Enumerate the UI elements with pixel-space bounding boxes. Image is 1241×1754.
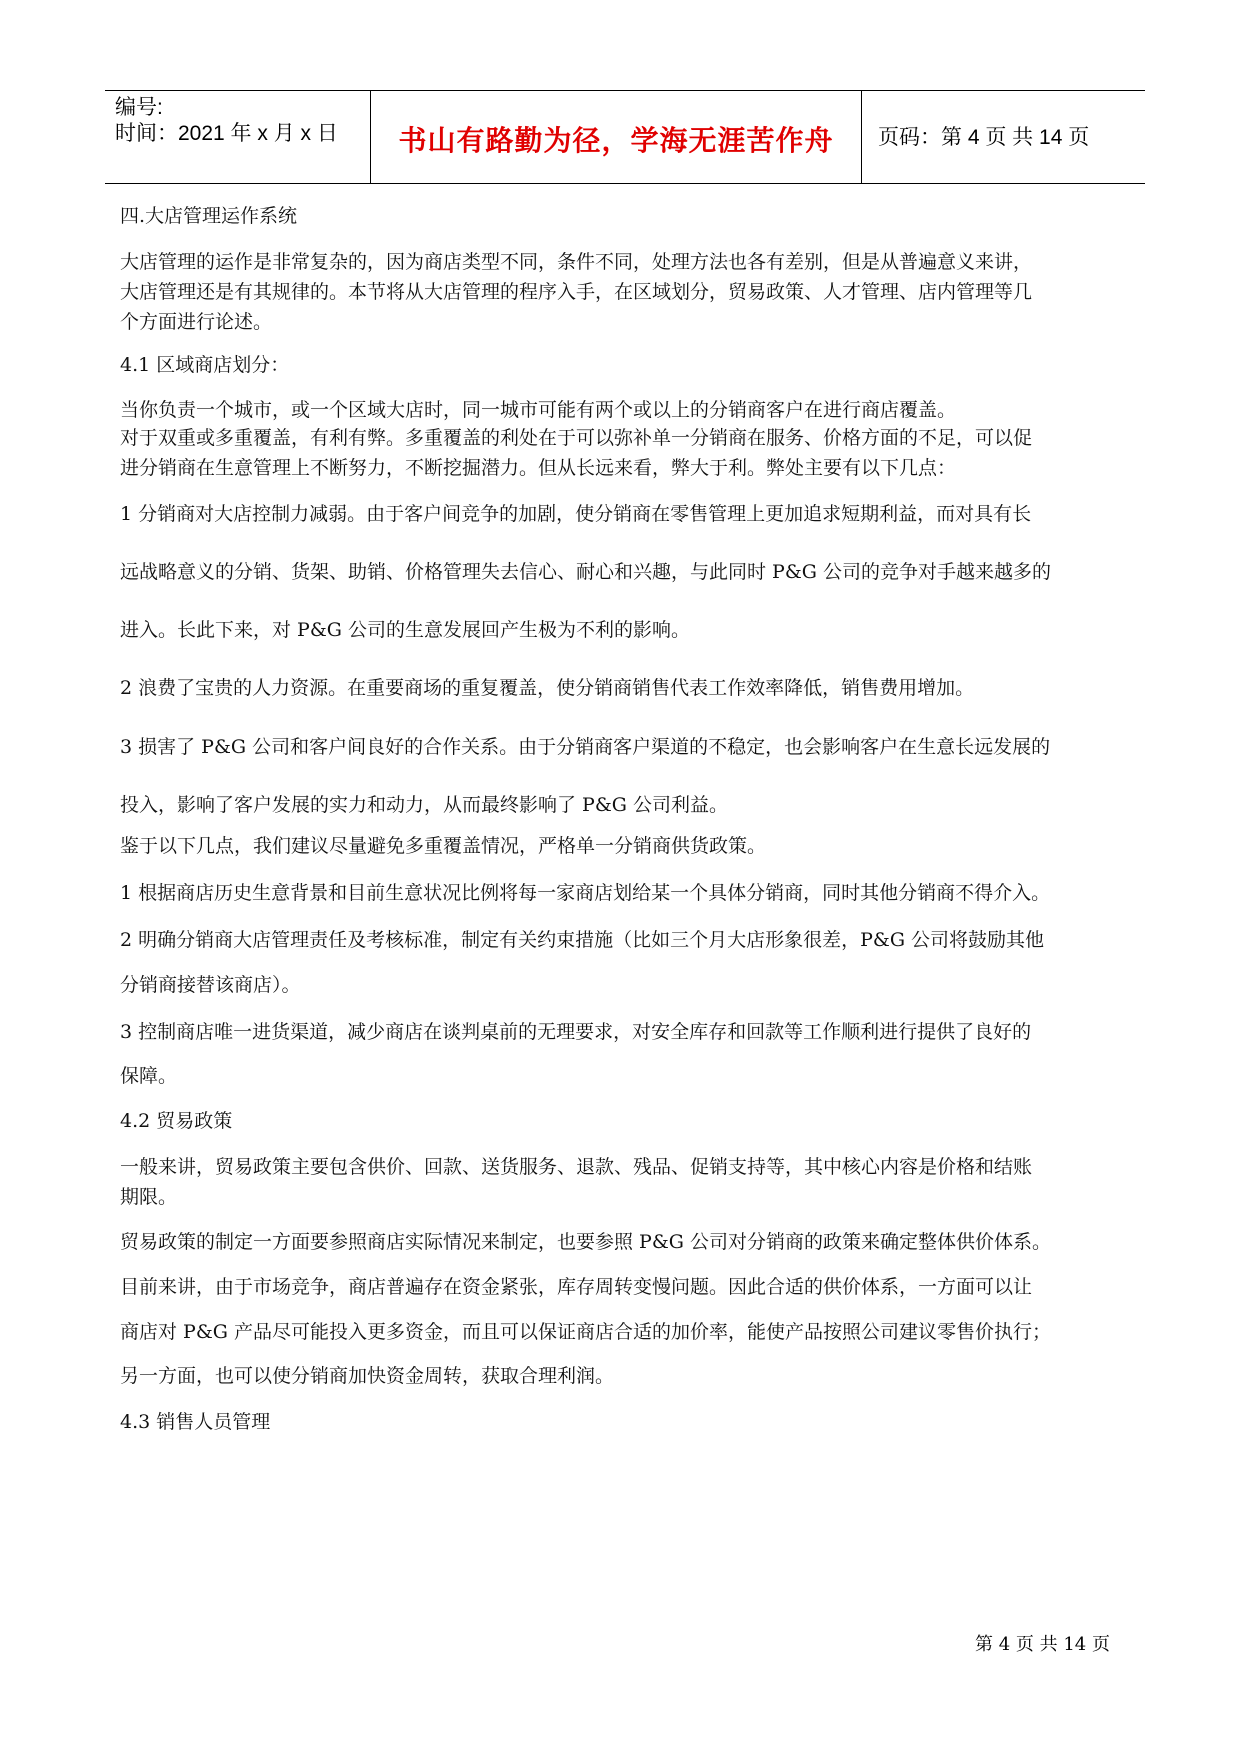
section-heading: 四.大店管理运作系统 bbox=[120, 205, 298, 227]
header-page-info: 页码：第 4 页 共 14 页 bbox=[878, 126, 1090, 149]
paragraph-line: 个方面进行论述。 bbox=[120, 311, 273, 333]
paragraph-line: 大店管理的运作是非常复杂的，因为商店类型不同，条件不同，处理方法也各有差别，但是从普遍意义来讲， bbox=[120, 251, 1033, 273]
paragraph-line: 目前来讲，由于市场竞争，商店普遍存在资金紧张，库存周转变慢问题。因此合适的供价体系，一方面可以让 bbox=[120, 1276, 1033, 1298]
paragraph-line: 另一方面，也可以使分销商加快资金周转，获取合理利润。 bbox=[120, 1365, 615, 1387]
paragraph-line: 投入，影响了客户发展的实力和动力，从而最终影响了 P&G 公司利益。 bbox=[120, 794, 728, 816]
page-header bbox=[105, 90, 1145, 184]
list-item: 1 分销商对大店控制力减弱。由于客户间竞争的加剧，使分销商在零售管理上更加追求短期利益，而对具有长 bbox=[120, 503, 1032, 525]
paragraph-line: 商店对 P&G 产品尽可能投入更多资金，而且可以保证商店合适的加价率，能使产品按照公司建议零售价执行； bbox=[120, 1321, 1051, 1343]
paragraph-line: 一般来讲，贸易政策主要包含供价、回款、送货服务、退款、残品、促销支持等，其中核心内容是价格和结账 bbox=[120, 1156, 1033, 1178]
paragraph-line: 分销商接替该商店）。 bbox=[120, 974, 301, 996]
paragraph-line: 大店管理还是有其规律的。本节将从大店管理的程序入手，在区域划分，贸易政策、人才管理、店内管理等几 bbox=[120, 281, 1033, 303]
header-left-cell bbox=[115, 91, 370, 183]
paragraph-line: 进入。长此下来，对 P&G 公司的生意发展回产生极为不利的影响。 bbox=[120, 619, 690, 641]
paragraph-line: 贸易政策的制定一方面要参照商店实际情况来制定，也要参照 P&G 公司对分销商的政策来确定整体供价体系。 bbox=[120, 1231, 1051, 1253]
paragraph-line: 进分销商在生意管理上不断努力，不断挖掘潜力。但从长远来看，弊大于利。弊处主要有以下几点： bbox=[120, 457, 957, 479]
header-motto: 书山有路勤为径，学海无涯苦作舟 bbox=[398, 124, 834, 157]
header-right-cell bbox=[862, 91, 1145, 183]
paragraph-line: 远战略意义的分销、货架、助销、价格管理失去信心、耐心和兴趣，与此同时 P&G 公司的竞争对手越来越多的 bbox=[120, 561, 1051, 583]
page-footer: 第 4 页 共 14 页 bbox=[975, 1634, 1110, 1655]
document-time: 时间：2021 年 x 月 x 日 bbox=[115, 122, 338, 145]
list-item: 3 控制商店唯一进货渠道，减少商店在谈判桌前的无理要求，对安全库存和回款等工作顺利进行提供了良好的 bbox=[120, 1021, 1032, 1043]
subsection-heading: 4.2 贸易政策 bbox=[120, 1110, 233, 1132]
list-item: 3 损害了 P&G 公司和客户间良好的合作关系。由于分销商客户渠道的不稳定，也会影响客户在生意长远发展的 bbox=[120, 736, 1051, 758]
paragraph-line: 对于双重或多重覆盖，有利有弊。多重覆盖的利处在于可以弥补单一分销商在服务、价格方面的不足，可以促 bbox=[120, 427, 1033, 449]
paragraph-line: 当你负责一个城市，或一个区域大店时，同一城市可能有两个或以上的分销商客户在进行商店覆盖。 bbox=[120, 399, 957, 421]
paragraph-line: 保障。 bbox=[120, 1065, 178, 1087]
subsection-heading: 4.3 销售人员管理 bbox=[120, 1411, 271, 1433]
list-item: 1 根据商店历史生意背景和目前生意状况比例将每一家商店划给某一个具体分销商，同时其他分销商不得介入。 bbox=[120, 882, 1051, 904]
header-middle-cell bbox=[370, 91, 862, 183]
list-item: 2 明确分销商大店管理责任及考核标准，制定有关约束措施（比如三个月大店形象很差，P&G 公司将鼓励其他 bbox=[120, 929, 1045, 951]
paragraph-line: 期限。 bbox=[120, 1186, 178, 1208]
subsection-heading: 4.1 区域商店划分： bbox=[120, 354, 290, 376]
list-item: 2 浪费了宝贵的人力资源。在重要商场的重复覆盖，使分销商销售代表工作效率降低，销售费用增加。 bbox=[120, 677, 975, 699]
paragraph-line: 鉴于以下几点，我们建议尽量避免多重覆盖情况，严格单一分销商供货政策。 bbox=[120, 835, 767, 857]
document-number-label: 编号: bbox=[115, 96, 163, 119]
